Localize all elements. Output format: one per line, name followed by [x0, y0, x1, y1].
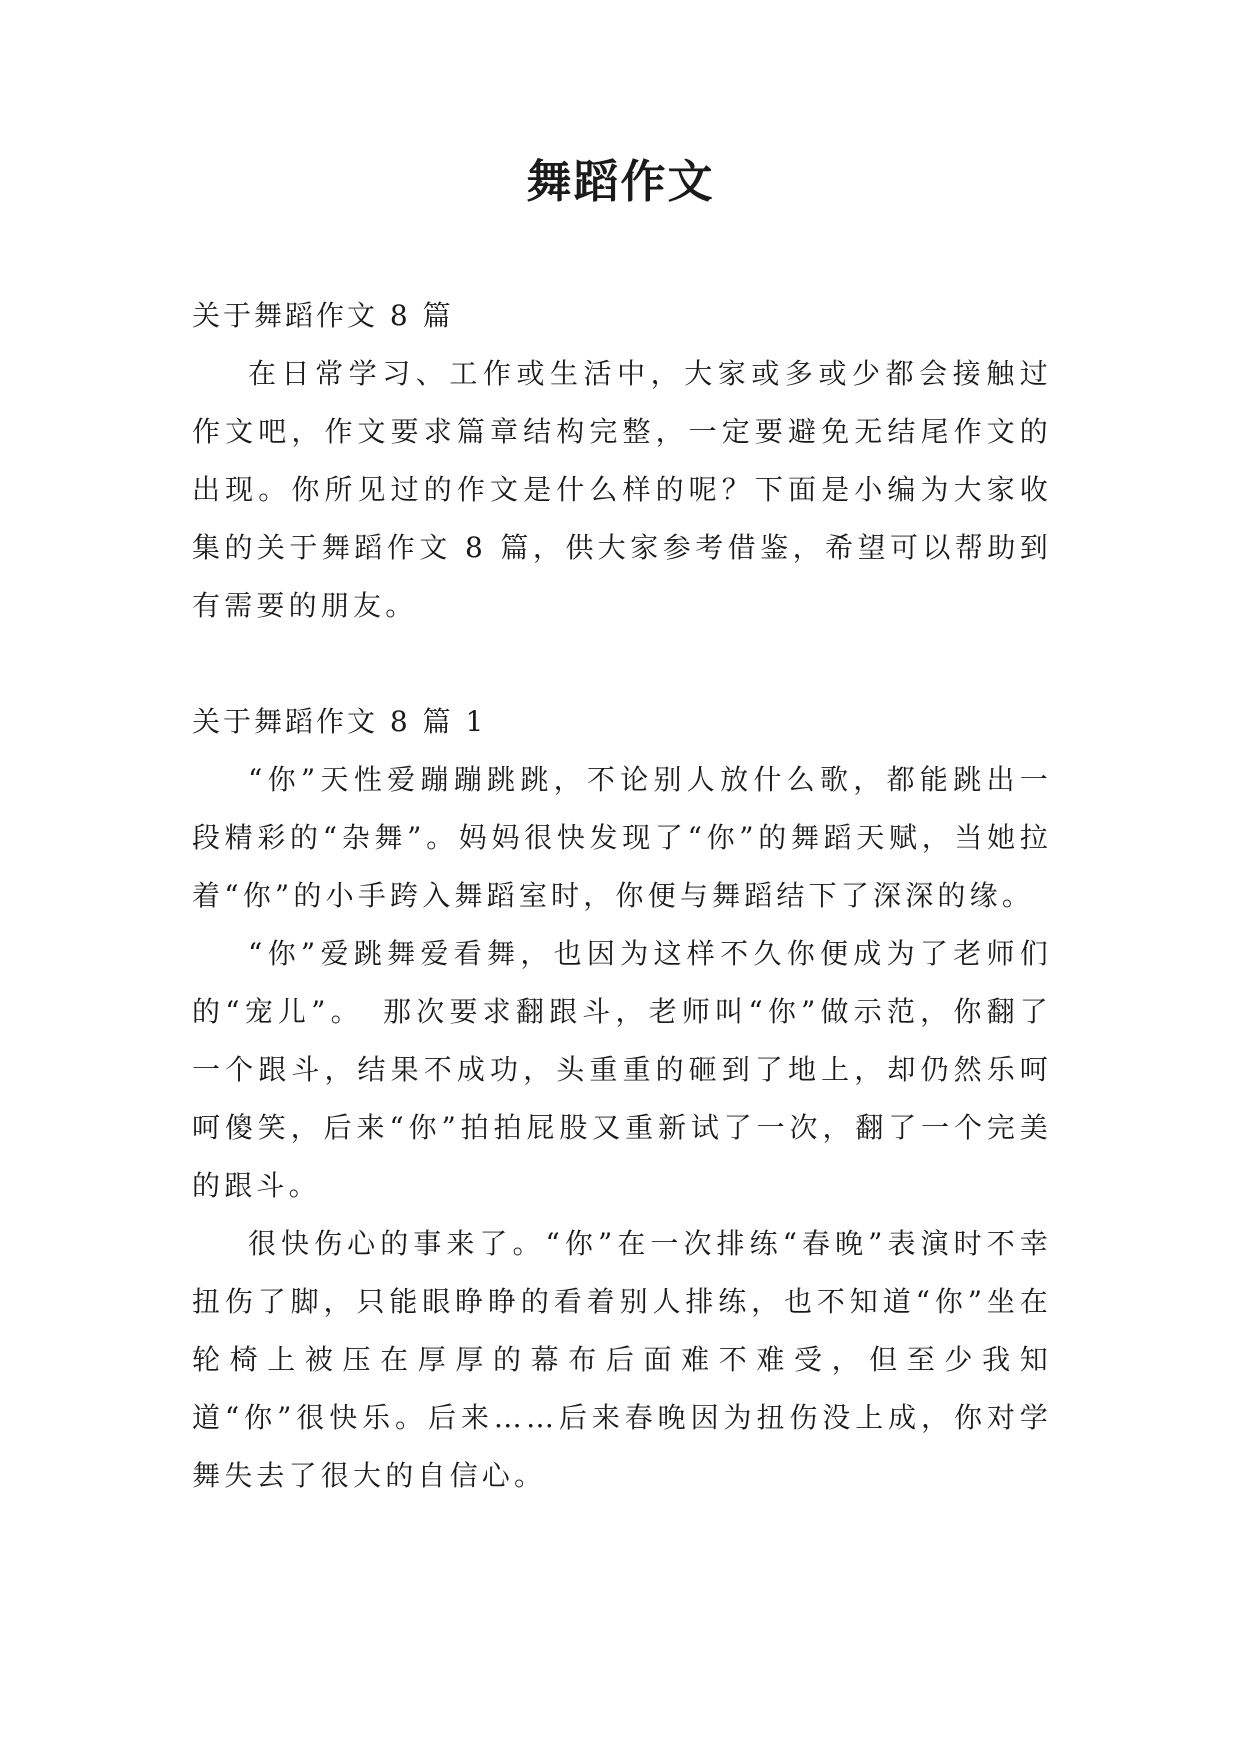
document-title: 舞蹈作文	[526, 155, 715, 208]
section-1-paragraph-1: “你”天性爱蹦蹦跳跳，不论别人放什么歌，都能跳出一段精彩的“杂舞”。妈妈很快发现了“你”的舞蹈天赋，当她拉着“你”的小手跨入舞蹈室时，你便与舞蹈结下了深深的缘。	[192, 763, 1052, 912]
intro-heading: 关于舞蹈作文 8 篇	[192, 299, 454, 332]
section-1-paragraph-3: 很快伤心的事来了。“你”在一次排练“春晚”表演时不幸扭伤了脚，只能眼睁睁的看着别人排练，也不知道“你”坐在轮椅上被压在厚厚的幕布后面难不难受，但至少我知道“你”很快乐。后来……后来春晚因为扭伤没上成，你对学舞失去了很大的自信心。	[192, 1227, 1052, 1492]
section-spacer	[192, 635, 1052, 693]
document-body	[192, 287, 1052, 1505]
section-1-paragraph-2: “你”爱跳舞爱看舞，也因为这样不久你便成为了老师们的“宠儿”。 那次要求翻跟斗，老师叫“你”做示范，你翻了一个跟斗，结果不成功，头重重的砸到了地上，却仍然乐呵呵傻笑，后来“你”拍拍屁股又重新试了一次，翻了一个完美的跟斗。	[192, 937, 1052, 1202]
intro-paragraph: 在日常学习、工作或生活中，大家或多或少都会接触过作文吧，作文要求篇章结构完整，一定要避免无结尾作文的出现。你所见过的作文是什么样的呢？下面是小编为大家收集的关于舞蹈作文 8 篇，供大家参考借鉴，希望可以帮助到有需要的朋友。	[192, 357, 1052, 622]
section-1-heading: 关于舞蹈作文 8 篇 1	[192, 705, 487, 738]
